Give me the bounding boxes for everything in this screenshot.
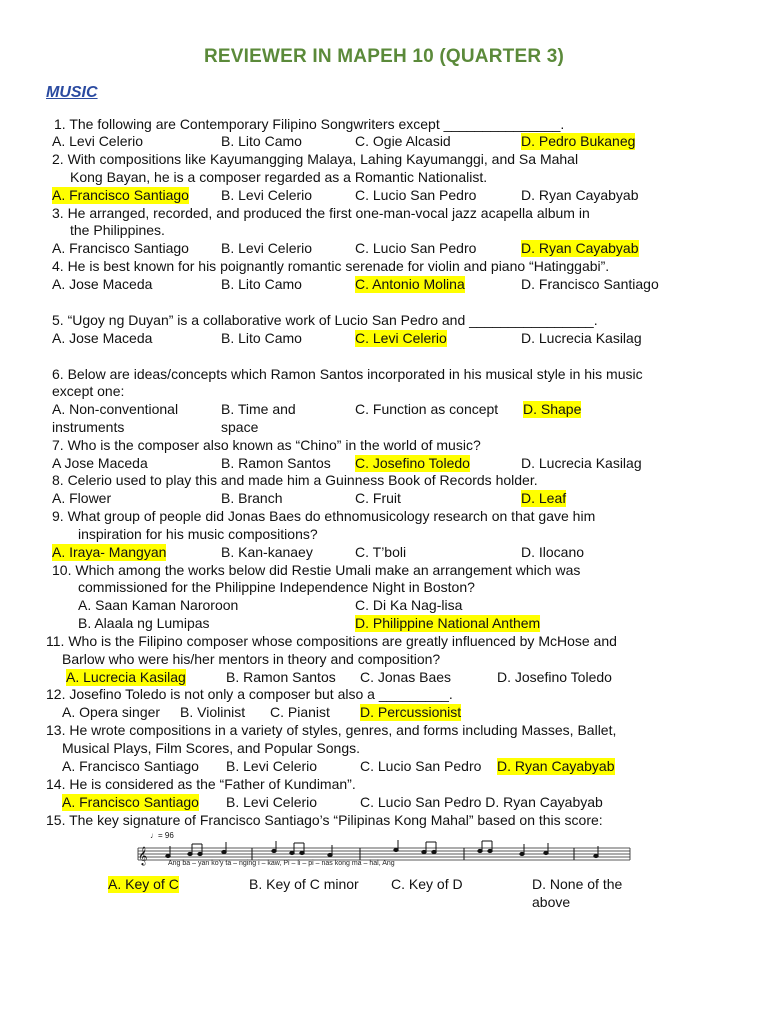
answer-choice: D. Lucrecia Kasilag xyxy=(521,455,642,471)
answer-choice: B. Levi Celerio xyxy=(226,758,318,774)
answer-choice: B. Levi Celerio xyxy=(221,187,313,203)
question-text: the Philippines. xyxy=(70,222,165,238)
answer-highlighted: C. Josefino Toledo xyxy=(355,455,470,471)
question-text: 6. Below are ideas/concepts which Ramon Santos incorporated in his musical style in his music xyxy=(52,366,643,382)
answer-choice: A. Jose Maceda xyxy=(52,330,153,346)
question-text: 3. He arranged, recorded, and produced the first one-man-vocal jazz acapella album in xyxy=(52,205,590,221)
answer-choice: B. Key of C minor xyxy=(249,876,359,892)
question-text: inspiration for his music compositions? xyxy=(78,526,318,542)
answer-highlighted: D. Leaf xyxy=(521,490,567,506)
answer-choice: C. Ogie Alcasid xyxy=(355,133,451,149)
answer-highlighted: A. Francisco Santiago xyxy=(62,794,199,810)
answer-highlighted: D. Ryan Cayabyab xyxy=(521,240,639,256)
page-title: REVIEWER IN MAPEH 10 (QUARTER 3) xyxy=(203,46,565,67)
answer-choice: C. Lucio San Pedro xyxy=(355,187,477,203)
answer-choice: C. Di Ka Nag-lisa xyxy=(355,597,463,613)
answer-choice: B. Violinist xyxy=(180,704,246,720)
question-text: 11. Who is the Filipino composer whose compositions are greatly influenced by McHose and xyxy=(46,633,617,649)
answer-highlighted: D. Philippine National Anthem xyxy=(355,615,541,631)
answer-choice: C. Lucio San Pedro D. Ryan Cayabyab xyxy=(360,794,603,810)
answer-choice: A. Non-conventional xyxy=(52,401,179,417)
answer-choice: B. Time and xyxy=(221,401,296,417)
answer-choice: B. Ramon Santos xyxy=(221,455,331,471)
answer-choice: B. Lito Camo xyxy=(221,133,302,149)
svg-text:𝄞: 𝄞 xyxy=(138,846,148,865)
answer-choice: B. Levi Celerio xyxy=(221,240,313,256)
answer-choice: C. T’boli xyxy=(355,544,407,560)
answer-highlighted: D. Percussionist xyxy=(360,704,462,720)
answer-choice: C. Pianist xyxy=(270,704,330,720)
answer-choice: D. Josefino Toledo xyxy=(497,669,612,685)
question-text: above xyxy=(532,894,571,910)
answer-highlighted: C. Levi Celerio xyxy=(355,330,447,346)
question-text: Kong Bayan, he is a composer regarded as a Romantic Nationalist. xyxy=(70,169,488,185)
answer-highlighted: D. Pedro Bukaneg xyxy=(521,133,636,149)
answer-choice: A. Jose Maceda xyxy=(52,276,153,292)
answer-choice: D. Francisco Santiago xyxy=(521,276,659,292)
answer-choice: C. Jonas Baes xyxy=(360,669,452,685)
answer-choice: D. None of the xyxy=(532,876,623,892)
answer-choice: space xyxy=(221,419,259,435)
question-text: 14. He is considered as the “Father of Kundiman”. xyxy=(46,776,356,792)
answer-choice: C. Fruit xyxy=(355,490,401,506)
section-heading-music: MUSIC xyxy=(46,84,98,101)
answer-highlighted: D. Ryan Cayabyab xyxy=(497,758,615,774)
answer-choice: A. Flower xyxy=(52,490,112,506)
question-text: 1. The following are Contemporary Filipino Songwriters except _______________. xyxy=(54,116,565,132)
question-text: Barlow who were his/her mentors in theory and composition? xyxy=(62,651,441,667)
answer-choice: B. Alaala ng Lumipas xyxy=(78,615,210,631)
question-text: 9. What group of people did Jonas Baes do ethnomusicology research on that gave him xyxy=(52,508,596,524)
answer-choice: B. Levi Celerio xyxy=(226,794,318,810)
question-text: 12. Josefino Toledo is not only a composer but also a _________. xyxy=(46,686,453,702)
answer-highlighted: A. Lucrecia Kasilag xyxy=(66,669,186,685)
answer-choice: A. Francisco Santiago xyxy=(62,758,199,774)
answer-choice: B. Lito Camo xyxy=(221,330,302,346)
question-text: 8. Celerio used to play this and made him a Guinness Book of Records holder. xyxy=(52,472,538,488)
answer-highlighted: C. Antonio Molina xyxy=(355,276,465,292)
answer-choice: A. Saan Kaman Naroroon xyxy=(78,597,239,613)
answer-highlighted: A. Francisco Santiago xyxy=(52,187,189,203)
answer-choice: D. Lucrecia Kasilag xyxy=(521,330,642,346)
question-text: 10. Which among the works below did Restie Umali make an arrangement which was xyxy=(52,562,581,578)
question-text: 15. The key signature of Francisco Santiago’s “Pilipinas Kong Mahal” based on this score: xyxy=(46,812,603,828)
answer-choice: C. Lucio San Pedro xyxy=(355,240,477,256)
answer-choice: C. Key of D xyxy=(391,876,463,892)
question-text: 13. He wrote compositions in a variety of styles, genres, and forms including Masses, Ballet, xyxy=(46,722,617,738)
answer-highlighted: D. Shape xyxy=(523,401,582,417)
answer-choice: A. Levi Celerio xyxy=(52,133,144,149)
answer-choice: D. Ryan Cayabyab xyxy=(521,187,639,203)
answer-choice: B. Lito Camo xyxy=(221,276,302,292)
question-text: except one: xyxy=(52,383,125,399)
question-text: commissioned for the Philippine Independence Night in Boston? xyxy=(78,579,475,595)
question-text: 5. “Ugoy ng Duyan” is a collaborative work of Lucio San Pedro and ________________. xyxy=(52,312,598,328)
answer-choice: A Jose Maceda xyxy=(52,455,148,471)
question-text: 2. With compositions like Kayumangging Malaya, Lahing Kayumanggi, and Sa Mahal xyxy=(52,151,579,167)
score-tempo-marking: ♩= 96 xyxy=(150,831,174,840)
answer-choice: B. Branch xyxy=(221,490,283,506)
answer-choice: A. Francisco Santiago xyxy=(52,240,189,256)
answer-choice: B. Kan-kanaey xyxy=(221,544,313,560)
answer-highlighted: A. Iraya- Mangyan xyxy=(52,544,167,560)
score-lyrics: Ang ba – yan ko'y ta – nging i – kaw, Pi – li – pi – nas kong ma – hal, Ang xyxy=(168,860,395,867)
answer-choice: B. Ramon Santos xyxy=(226,669,336,685)
answer-choice: C. Function as concept xyxy=(355,401,499,417)
question-text: 4. He is best known for his poignantly romantic serenade for violin and piano “Hatinggabi”. xyxy=(52,258,610,274)
question-text: Musical Plays, Film Scores, and Popular Songs. xyxy=(62,740,361,756)
answer-choice: C. Lucio San Pedro xyxy=(360,758,482,774)
answer-choice: A. Opera singer xyxy=(62,704,161,720)
answer-choice: D. Ilocano xyxy=(521,544,585,560)
answer-highlighted: A. Key of C xyxy=(108,876,179,892)
question-text: 7. Who is the composer also known as “Chino” in the world of music? xyxy=(52,437,481,453)
answer-choice: instruments xyxy=(52,419,125,435)
